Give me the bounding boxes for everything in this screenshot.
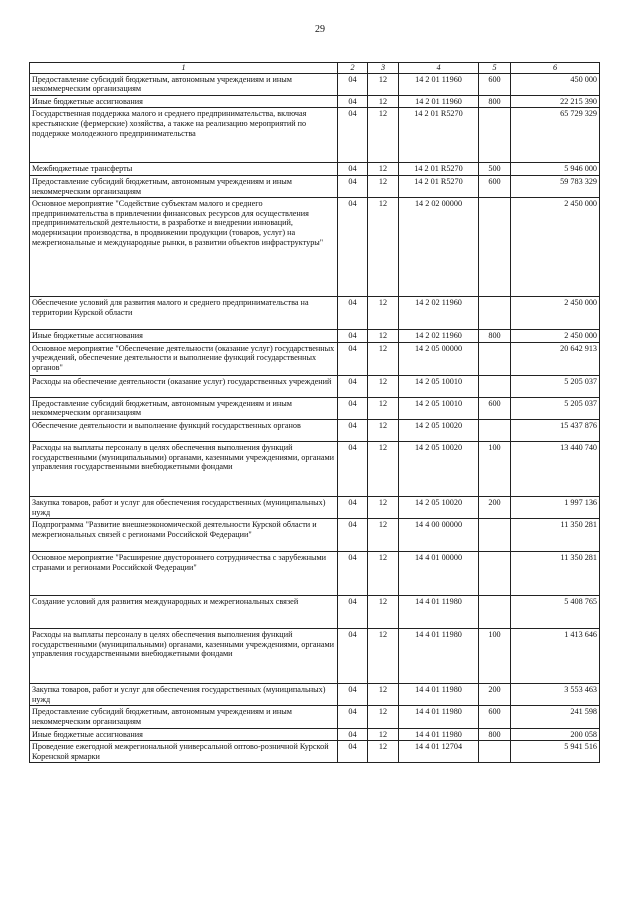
row-amount-cell: 241 598 <box>511 706 600 728</box>
row-expense-type-cell: 800 <box>479 728 511 741</box>
row-expense-type-cell: 600 <box>479 397 511 419</box>
row-section-cell: 04 <box>338 552 368 596</box>
row-expense-type-cell <box>479 519 511 552</box>
row-section-cell: 04 <box>338 728 368 741</box>
table-row <box>30 419 600 441</box>
row-name-cell: Иные бюджетные ассигнования <box>30 95 338 108</box>
row-amount-cell: 65 729 329 <box>511 108 600 163</box>
table-row <box>30 375 600 397</box>
row-section-cell: 04 <box>338 519 368 552</box>
row-expense-type-cell: 800 <box>479 330 511 343</box>
row-expense-type-cell: 100 <box>479 441 511 496</box>
table-row <box>30 706 600 728</box>
row-section-cell: 04 <box>338 397 368 419</box>
row-target-article-cell: 14 2 02 11960 <box>399 297 479 330</box>
table-header-row <box>30 63 600 74</box>
table-row <box>30 684 600 706</box>
row-name-cell: Основное мероприятие "Расширение двустороннего сотрудничества с зарубежными странами и регионами Российской Федерации" <box>30 552 338 596</box>
row-target-article-cell: 14 4 01 11980 <box>399 629 479 684</box>
row-subsection-cell: 12 <box>368 108 399 163</box>
row-section-cell: 04 <box>338 706 368 728</box>
row-subsection-cell: 12 <box>368 684 399 706</box>
row-subsection-cell: 12 <box>368 552 399 596</box>
row-section-cell: 04 <box>338 95 368 108</box>
row-target-article-cell: 14 2 05 10020 <box>399 419 479 441</box>
row-subsection-cell: 12 <box>368 629 399 684</box>
row-target-article-cell: 14 2 05 10020 <box>399 441 479 496</box>
row-subsection-cell: 12 <box>368 330 399 343</box>
row-target-article-cell: 14 2 05 10010 <box>399 397 479 419</box>
row-amount-cell: 13 440 740 <box>511 441 600 496</box>
row-target-article-cell: 14 4 01 11980 <box>399 706 479 728</box>
table-row <box>30 73 600 95</box>
row-section-cell: 04 <box>338 342 368 375</box>
page-number: 29 <box>315 24 325 35</box>
row-target-article-cell: 14 2 05 10020 <box>399 496 479 518</box>
row-target-article-cell: 14 2 01 R5270 <box>399 163 479 176</box>
row-expense-type-cell: 600 <box>479 73 511 95</box>
table-row <box>30 198 600 297</box>
row-name-cell: Обеспечение деятельности и выполнение функций государственных органов <box>30 419 338 441</box>
table-row <box>30 330 600 343</box>
row-expense-type-cell <box>479 297 511 330</box>
table-row <box>30 519 600 552</box>
row-target-article-cell: 14 2 05 00000 <box>399 342 479 375</box>
row-amount-cell: 200 058 <box>511 728 600 741</box>
row-section-cell: 04 <box>338 629 368 684</box>
row-target-article-cell: 14 4 00 00000 <box>399 519 479 552</box>
row-amount-cell: 2 450 000 <box>511 330 600 343</box>
row-name-cell: Расходы на обеспечение деятельности (оказание услуг) государственных учреждений <box>30 375 338 397</box>
row-section-cell: 04 <box>338 596 368 629</box>
row-expense-type-cell <box>479 741 511 763</box>
row-amount-cell: 2 450 000 <box>511 198 600 297</box>
row-amount-cell: 11 350 281 <box>511 552 600 596</box>
row-amount-cell: 1 413 646 <box>511 629 600 684</box>
table-row <box>30 297 600 330</box>
row-name-cell: Иные бюджетные ассигнования <box>30 330 338 343</box>
row-amount-cell: 450 000 <box>511 73 600 95</box>
row-name-cell: Предоставление субсидий бюджетным, автономным учреждениям и иным некоммерческим организациям <box>30 73 338 95</box>
row-amount-cell: 15 437 876 <box>511 419 600 441</box>
row-subsection-cell: 12 <box>368 163 399 176</box>
row-target-article-cell: 14 2 01 11960 <box>399 95 479 108</box>
row-subsection-cell: 12 <box>368 706 399 728</box>
row-section-cell: 04 <box>338 684 368 706</box>
column-header-expense-type: 5 <box>479 63 511 74</box>
row-section-cell: 04 <box>338 441 368 496</box>
row-amount-cell: 11 350 281 <box>511 519 600 552</box>
row-target-article-cell: 14 4 01 11980 <box>399 684 479 706</box>
table-row <box>30 496 600 518</box>
row-target-article-cell: 14 2 01 R5270 <box>399 108 479 163</box>
row-name-cell: Расходы на выплаты персоналу в целях обеспечения выполнения функций государственными (муниципальными) органами, казенными учреждениями, органами управления государственными внебюджетными фондами <box>30 629 338 684</box>
row-target-article-cell: 14 2 05 10010 <box>399 375 479 397</box>
row-section-cell: 04 <box>338 297 368 330</box>
row-subsection-cell: 12 <box>368 297 399 330</box>
row-amount-cell: 3 553 463 <box>511 684 600 706</box>
column-header-subsection: 3 <box>368 63 399 74</box>
row-target-article-cell: 14 4 01 00000 <box>399 552 479 596</box>
row-name-cell: Обеспечение условий для развития малого и среднего предпринимательства на территории Курской области <box>30 297 338 330</box>
row-name-cell: Иные бюджетные ассигнования <box>30 728 338 741</box>
row-name-cell: Предоставление субсидий бюджетным, автономным учреждениям и иным некоммерческим организациям <box>30 397 338 419</box>
row-subsection-cell: 12 <box>368 741 399 763</box>
row-name-cell: Межбюджетные трансферты <box>30 163 338 176</box>
row-amount-cell: 5 408 765 <box>511 596 600 629</box>
row-amount-cell: 2 450 000 <box>511 297 600 330</box>
row-section-cell: 04 <box>338 163 368 176</box>
table-row <box>30 397 600 419</box>
table-row <box>30 175 600 197</box>
row-amount-cell: 5 205 037 <box>511 375 600 397</box>
row-subsection-cell: 12 <box>368 375 399 397</box>
row-target-article-cell: 14 2 01 11960 <box>399 73 479 95</box>
row-subsection-cell: 12 <box>368 419 399 441</box>
row-target-article-cell: 14 4 01 11980 <box>399 596 479 629</box>
row-subsection-cell: 12 <box>368 73 399 95</box>
row-target-article-cell: 14 4 01 12704 <box>399 741 479 763</box>
row-amount-cell: 5 205 037 <box>511 397 600 419</box>
row-name-cell: Закупка товаров, работ и услуг для обеспечения государственных (муниципальных) нужд <box>30 684 338 706</box>
table-row <box>30 342 600 375</box>
column-header-target-article: 4 <box>399 63 479 74</box>
row-amount-cell: 20 642 913 <box>511 342 600 375</box>
row-subsection-cell: 12 <box>368 397 399 419</box>
row-name-cell: Предоставление субсидий бюджетным, автономным учреждениям и иным некоммерческим организациям <box>30 706 338 728</box>
row-expense-type-cell: 100 <box>479 629 511 684</box>
row-name-cell: Проведение ежегодной межрегиональной универсальной оптово-розничной Курской Коренской ярмарки <box>30 741 338 763</box>
row-name-cell: Закупка товаров, работ и услуг для обеспечения государственных (муниципальных) нужд <box>30 496 338 518</box>
row-subsection-cell: 12 <box>368 519 399 552</box>
column-header-amount: 6 <box>511 63 600 74</box>
row-expense-type-cell: 800 <box>479 95 511 108</box>
row-subsection-cell: 12 <box>368 441 399 496</box>
row-section-cell: 04 <box>338 496 368 518</box>
row-subsection-cell: 12 <box>368 596 399 629</box>
table-row <box>30 95 600 108</box>
row-target-article-cell: 14 2 02 11960 <box>399 330 479 343</box>
row-amount-cell: 22 215 390 <box>511 95 600 108</box>
row-amount-cell: 1 997 136 <box>511 496 600 518</box>
table-row <box>30 741 600 763</box>
row-expense-type-cell <box>479 552 511 596</box>
row-subsection-cell: 12 <box>368 175 399 197</box>
row-section-cell: 04 <box>338 330 368 343</box>
column-header-name: 1 <box>30 63 338 74</box>
table-row <box>30 629 600 684</box>
row-expense-type-cell: 200 <box>479 496 511 518</box>
row-name-cell: Расходы на выплаты персоналу в целях обеспечения выполнения функций государственными (муниципальными) органами, казенными учреждениями, органами управления государственными внебюджетными фондами <box>30 441 338 496</box>
table-row <box>30 108 600 163</box>
row-section-cell: 04 <box>338 375 368 397</box>
row-section-cell: 04 <box>338 741 368 763</box>
row-section-cell: 04 <box>338 198 368 297</box>
row-amount-cell: 5 941 516 <box>511 741 600 763</box>
row-expense-type-cell <box>479 419 511 441</box>
row-name-cell: Подпрограмма "Развитие внешнеэкономической деятельности Курской области и межрегиональных связей с регионами Российской Федерации" <box>30 519 338 552</box>
row-expense-type-cell <box>479 596 511 629</box>
row-name-cell: Основное мероприятие "Содействие субъектам малого и среднего предпринимательства в привлечении финансовых ресурсов для осуществления предпринимательской деятельности, в разработке и внедрении инноваций, модернизации производства, в продвижении продукции (товаров, услуг) на межрегиональные и международные рынки, в развитии объектов инфраструктуры" <box>30 198 338 297</box>
row-section-cell: 04 <box>338 175 368 197</box>
budget-table <box>29 62 600 763</box>
column-header-section: 2 <box>338 63 368 74</box>
row-subsection-cell: 12 <box>368 95 399 108</box>
row-expense-type-cell: 200 <box>479 684 511 706</box>
row-expense-type-cell <box>479 108 511 163</box>
row-target-article-cell: 14 4 01 11980 <box>399 728 479 741</box>
row-subsection-cell: 12 <box>368 496 399 518</box>
row-expense-type-cell: 600 <box>479 706 511 728</box>
row-section-cell: 04 <box>338 73 368 95</box>
row-expense-type-cell: 500 <box>479 163 511 176</box>
row-amount-cell: 5 946 000 <box>511 163 600 176</box>
row-expense-type-cell: 600 <box>479 175 511 197</box>
table-row <box>30 728 600 741</box>
row-name-cell: Государственная поддержка малого и среднего предпринимательства, включая крестьянские (фермерские) хозяйства, а также на реализацию мероприятий по поддержке молодежного предпринимательства <box>30 108 338 163</box>
row-name-cell: Создание условий для развития международных и межрегиональных связей <box>30 596 338 629</box>
row-name-cell: Основное мероприятие "Обеспечение деятельности (оказание услуг) государственных учреждений, обеспечение деятельности и выполнение функций государственных органов" <box>30 342 338 375</box>
table-row <box>30 552 600 596</box>
row-target-article-cell: 14 2 02 00000 <box>399 198 479 297</box>
row-section-cell: 04 <box>338 419 368 441</box>
row-section-cell: 04 <box>338 108 368 163</box>
row-expense-type-cell <box>479 375 511 397</box>
row-expense-type-cell <box>479 342 511 375</box>
row-expense-type-cell <box>479 198 511 297</box>
row-subsection-cell: 12 <box>368 728 399 741</box>
row-amount-cell: 59 783 329 <box>511 175 600 197</box>
row-target-article-cell: 14 2 01 R5270 <box>399 175 479 197</box>
table-row <box>30 163 600 176</box>
row-name-cell: Предоставление субсидий бюджетным, автономным учреждениям и иным некоммерческим организациям <box>30 175 338 197</box>
row-subsection-cell: 12 <box>368 342 399 375</box>
row-subsection-cell: 12 <box>368 198 399 297</box>
table-row <box>30 441 600 496</box>
table-row <box>30 596 600 629</box>
